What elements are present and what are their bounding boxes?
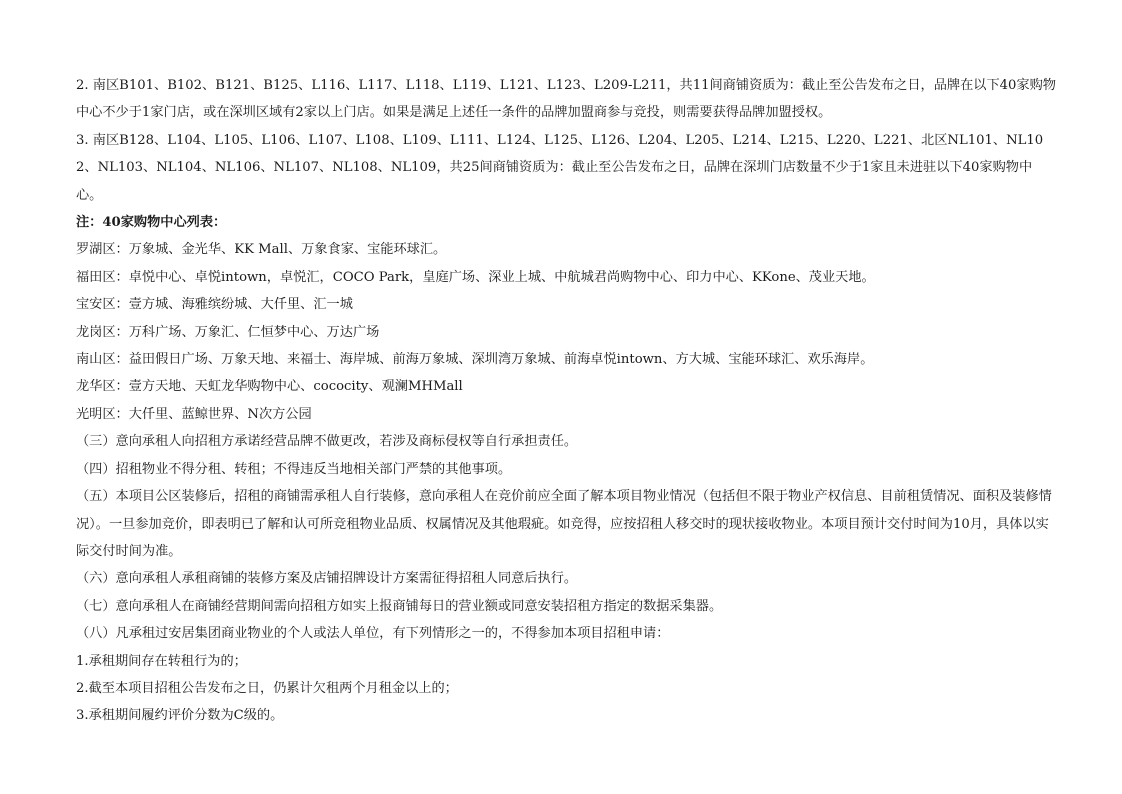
clause-7-revenue-report: （七）意向承租人在商铺经营期间需向招租方如实上报商铺每日的营业额或同意安装招租方指定的数据采集器。 <box>76 598 723 614</box>
exclusion-item-3: 3.承租期间履约评价分数为C级的。 <box>76 708 284 724</box>
mall-list-baoan: 宝安区：壹方城、海雅缤纷城、大仟里、汇一城 <box>76 297 353 313</box>
clause-8-exclusion: （八）凡承租过安居集团商业物业的个人或法人单位，有下列情形之一的，不得参加本项目招租申请： <box>76 626 670 642</box>
mall-list-longhua: 龙华区：壹方天地、天虹龙华购物中心、cococity、观澜MHMall <box>76 379 463 395</box>
clause-4-no-sublease: （四）招租物业不得分租、转租；不得违反当地相关部门严禁的其他事项。 <box>76 461 512 477</box>
mall-list-longgang: 龙岗区：万科广场、万象汇、仁恒梦中心、万达广场 <box>76 324 380 340</box>
mall-list-luohu: 罗湖区：万象城、金光华、KK Mall、万象食家、宝能环球汇。 <box>76 242 447 258</box>
qualification-25-shops: 3. 南区B128、L104、L105、L106、L107、L108、L109、L111、L124、L125、L126、L204、L205、L214、L215、L220、L221、北区NL101、NL102、NL103、NL104、NL106、NL107、NL108、NL109，共25间商铺资质为：截止至公告发布之日，品牌在深圳门店数量不少于1家且未进驻以下40家购物中心。 <box>76 132 1044 203</box>
document-page <box>76 72 1056 730</box>
mall-list-futian: 福田区：卓悦中心、卓悦intown，卓悦汇，COCO Park，皇庭广场、深业上城、中航城君尚购物中心、印力中心、KKone、茂业天地。 <box>76 269 875 285</box>
clause-5-renovation: （五）本项目公区装修后，招租的商铺需承租人自行装修，意向承租人在竞价前应全面了解本项目物业情况（包括但不限于物业产权信息、目前租赁情况、面积及装修情况）。一旦参加竞价，即表明已了解和认可所竞租物业品质、权属情况及其他瑕疵。如竞得，应按招租人移交时的现状接收物业。本项目预计交付时间为10月，具体以实际交付时间为准。 <box>76 489 1052 559</box>
clause-3-brand-commitment: （三）意向承租人向招租方承诺经营品牌不做更改，若涉及商标侵权等自行承担责任。 <box>76 434 578 450</box>
clause-6-design-approval: （六）意向承租人承租商铺的装修方案及店铺招牌设计方案需征得招租人同意后执行。 <box>76 571 578 587</box>
exclusion-item-2: 2.截至本项目招租公告发布之日，仍累计欠租两个月租金以上的； <box>76 680 458 696</box>
note-mall-list-heading: 注：40家购物中心列表： <box>76 215 227 231</box>
exclusion-item-1: 1.承租期间存在转租行为的； <box>76 653 247 669</box>
qualification-south-11-shops: 2. 南区B101、B102、B121、B125、L116、L117、L118、L119、L121、L123、L209-L211，共11间商铺资质为：截止至公告发布之日，品牌在以下40家购物中心不少于1家门店，或在深圳区域有2家以上门店。如果是满足上述任一条件的品牌加盟商参与竞投，则需要获得品牌加盟授权。 <box>76 78 1056 121</box>
mall-list-guangming: 光明区：大仟里、蓝鲸世界、N次方公园 <box>76 406 312 422</box>
mall-list-nanshan: 南山区：益田假日广场、万象天地、来福士、海岸城、前海万象城、深圳湾万象城、前海卓悦intown、方大城、宝能环球汇、欢乐海岸。 <box>76 352 874 368</box>
